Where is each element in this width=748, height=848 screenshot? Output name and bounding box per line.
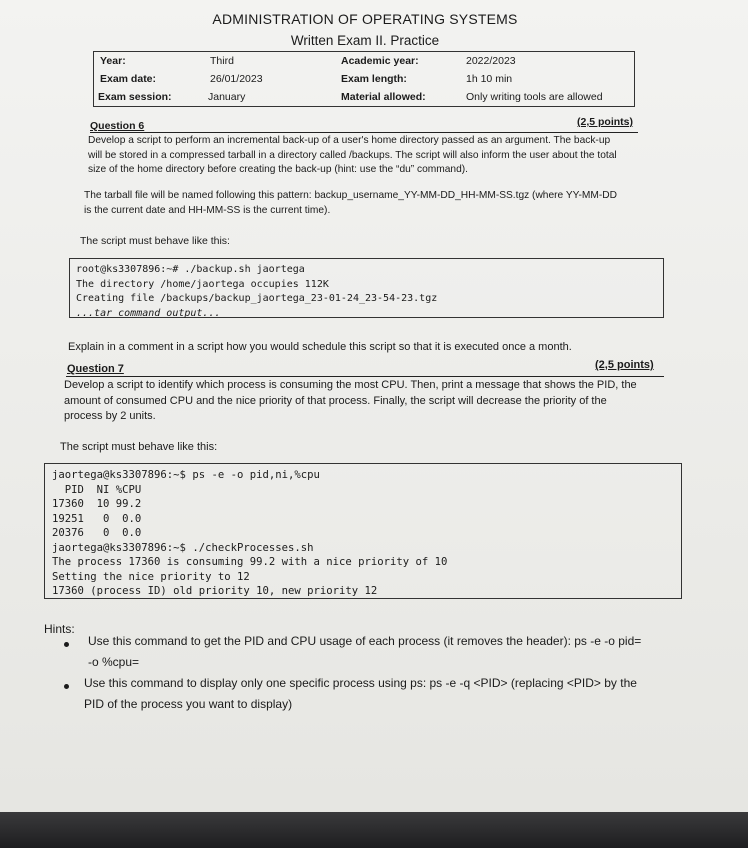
q6-p1-line1: Develop a script to perform an incremental back-up of a user's home directory passed as an argument. The back-up	[88, 135, 611, 146]
year-label: Year:	[100, 55, 126, 67]
question-6-terminal	[69, 258, 664, 318]
q7-p1-line3: process by 2 units.	[64, 410, 156, 422]
q7-p1-line2: amount of consumed CPU and the nice priority of that process. Finally, the script will decrease the priority of the	[64, 394, 607, 407]
hint-2-line1: Use this command to display only one specific process using ps: ps -e -q <PID> (replacing <PID> by the	[84, 676, 637, 690]
terminal-line: 17360 10 99.2	[52, 498, 142, 510]
terminal-line: 20376 0 0.0	[52, 527, 142, 539]
question-7-title: Question 7	[67, 363, 124, 375]
terminal-line: 19251 0 0.0	[52, 512, 142, 525]
q7-p1-line1: Develop a script to identify which process is consuming the most CPU. Then, print a message that shows the PID, the	[64, 379, 637, 391]
exam-date-label: Exam date:	[100, 73, 157, 85]
exam-date-value: 26/01/2023	[210, 73, 263, 85]
question-6-behave: The script must behave like this:	[80, 235, 230, 247]
hint-2-line2: PID of the process you want to display)	[84, 697, 293, 711]
exam-length-value: 1h 10 min	[466, 73, 513, 85]
terminal-line: jaortega@ks3307896:~$ ps -e -o pid,ni,%cpu	[52, 469, 320, 481]
terminal-line: ...tar command output...	[76, 307, 221, 319]
question-7-rule	[66, 376, 664, 377]
hint-2	[84, 673, 637, 715]
q6-p2-line2: is the current date and HH-MM-SS is the current time).	[84, 204, 331, 216]
question-6-title: Question 6	[90, 120, 145, 132]
exam-session-value: January	[208, 91, 246, 103]
question-7-terminal	[44, 463, 682, 599]
terminal-line: PID NI %CPU	[52, 483, 142, 496]
question-6-description	[88, 134, 617, 178]
terminal-line: jaortega@ks3307896:~$ ./checkProcesses.sh	[52, 541, 314, 554]
question-7-description	[64, 378, 637, 425]
year-value: Third	[210, 55, 234, 67]
exam-info-table	[93, 51, 635, 107]
question-6-filename-rule	[84, 189, 617, 218]
terminal-line: root@ks3307896:~# ./backup.sh jaortega	[76, 264, 305, 275]
exam-length-label: Exam length:	[341, 73, 407, 85]
info-row-date	[94, 73, 634, 91]
info-row-year	[94, 55, 634, 73]
info-row-session	[94, 91, 634, 109]
terminal-line: Creating file /backups/backup_jaortega_23-01-24_23-54-23.tgz	[76, 293, 438, 304]
question-6-rule	[90, 132, 638, 133]
hint-1-line2: -o %cpu=	[88, 655, 140, 669]
hints-label: Hints:	[44, 622, 75, 636]
desk-background	[0, 812, 748, 848]
question-6-schedule-note: Explain in a comment in a script how you would schedule this script so that it is executed once a month.	[68, 341, 572, 353]
material-value: Only writing tools are allowed	[466, 91, 603, 103]
q6-p2-line1: The tarball file will be named following this pattern: backup_username_YY-MM-DD_HH-MM-SS.tgz (where YY-MM-DD	[84, 190, 617, 201]
question-6-points: (2,5 points)	[577, 116, 634, 128]
material-label: Material allowed:	[341, 91, 426, 103]
academic-year-label: Academic year:	[341, 55, 419, 67]
terminal-line: Setting the nice priority to 12	[52, 570, 250, 583]
terminal-line: The directory /home/jaortega occupies 112K	[76, 278, 329, 290]
bullet-icon	[64, 642, 69, 647]
exam-title: ADMINISTRATION OF OPERATING SYSTEMS	[212, 11, 518, 27]
hint-1	[88, 631, 641, 673]
exam-session-label: Exam session:	[98, 91, 172, 103]
terminal-line: The process 17360 is consuming 99.2 with a nice priority of 10	[52, 556, 448, 568]
exam-subtitle: Written Exam II. Practice	[290, 33, 440, 48]
question-7-behave: The script must behave like this:	[60, 441, 218, 453]
question-7-points: (2,5 points)	[595, 359, 654, 371]
academic-year-value: 2022/2023	[466, 55, 516, 67]
q6-p1-line3: size of the home directory before creating the back-up (hint: use the “du” command).	[88, 164, 468, 175]
terminal-line: 17360 (process ID) old priority 10, new priority 12	[52, 585, 378, 597]
bullet-icon	[64, 684, 69, 689]
q6-p1-line2: will be stored in a compressed tarball in a directory called /backups. The script will also inform the user about the total	[88, 149, 617, 161]
hint-1-line1: Use this command to get the PID and CPU usage of each process (it removes the header): ps -e -o pid=	[88, 634, 642, 648]
